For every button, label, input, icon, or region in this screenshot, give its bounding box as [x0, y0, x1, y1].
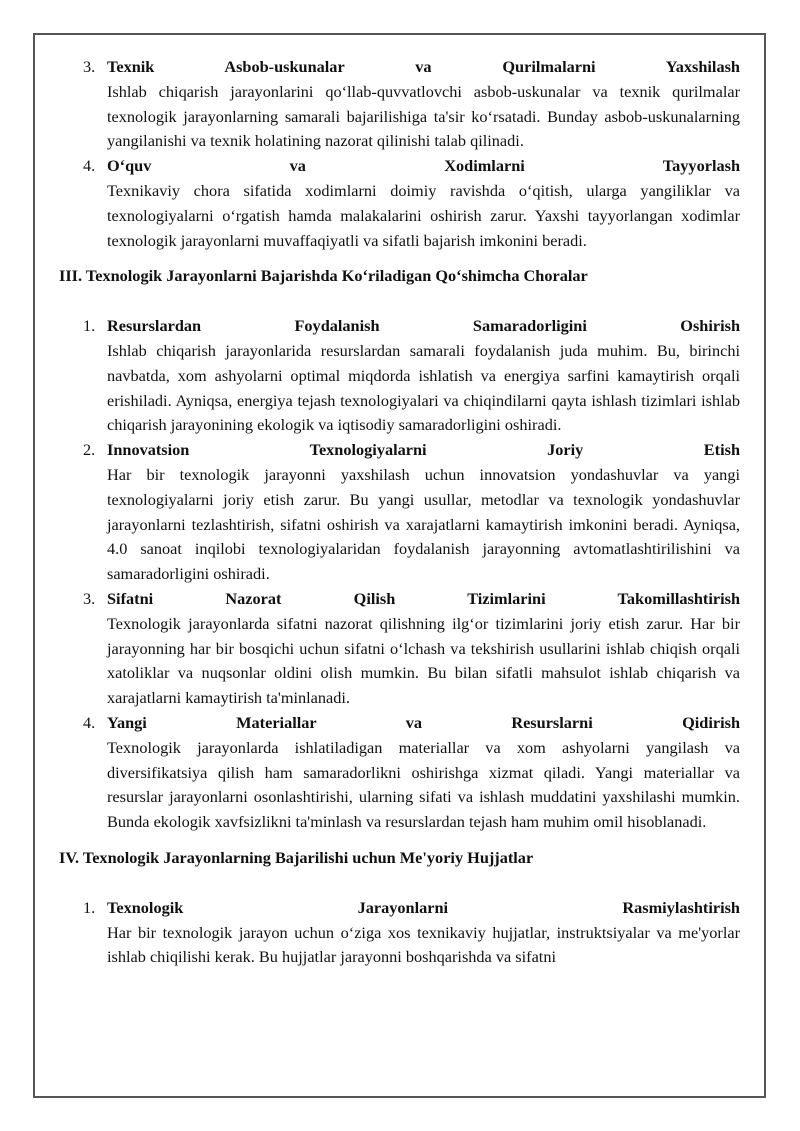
item-body: Texnologik jarayonlarda sifatni nazorat qilishning ilg‘or tizimlarini joriy etish zarur. Har bir jarayonning har bir bosqichi uchun sifatni o‘lchash va tekshirish usullarini ishlab chiqish orqali xatoliklar va nuqsonlar oldini olish mumkin. Bu bilan sifatli mahsulot ishlab chiqarish va xarajatlarni kamaytirish ta'minlanadi.	[107, 613, 740, 708]
item-title: Resurslardan Foydalanish Samaradorligini Oshirish	[107, 316, 740, 336]
list-item	[59, 55, 740, 154]
section-iv-list	[59, 896, 740, 970]
item-title: Texnik Asbob-uskunalar va Qurilmalarni Yaxshilash	[107, 57, 740, 76]
item-body: Ishlab chiqarish jarayonlarida resurslardan samarali foydalanish juda muhim. Bu, birinchi navbatda, xom ashyolarni optimal miqdorda ishlatish va energiya sarfini kamaytirish orqali erishiladi. Ayniqsa, energiya tejash texnologiyalari va chiqindilarni qayta ishlash tizimlari ishlab chiqarish jarayonining ekologik va iqtisodiy samaradorligini oshiradi.	[107, 340, 740, 435]
item-body: Har bir texnologik jarayon uchun o‘ziga xos texnikaviy hujjatlar, instruktsiyalar va me'yorlar ishlab chiqilishi kerak. Bu hujjatlar jarayonni boshqarishda va sifatni	[107, 922, 740, 967]
list-item	[59, 438, 740, 587]
item-number: 2.	[83, 440, 96, 460]
item-title: Yangi Materiallar va Resurslarni Qidirish	[107, 712, 740, 732]
item-body: Texnologik jarayonlarda ishlatiladigan materiallar va xom ashyolarni yangilash va diversifikatsiya qilish ham samaradorlikni oshirishga xizmat qiladi. Yangi materiallar va resurslar jarayonlarni osonlashtirishi, ularning sifati va ishlash muddatini yaxshilashi mumkin. Bunda ekologik xavfsizlikni ta'minlash va resurslardan tejash ham muhim omil hisoblanadi.	[107, 737, 740, 832]
item-number: 3.	[83, 57, 96, 76]
item-body: Ishlab chiqarish jarayonlarini qo‘llab-quvvatlovchi asbob-uskunalar va texnik qurilmalar texnologik jarayonlarning samarali bajarilishiga ta'sir ko‘rsatadi. Bunday asbob-uskunalarning yangilanishi va texnik holatining nazorat qilinishi talab qilinadi.	[107, 81, 740, 151]
item-title: Texnologik Jarayonlarni Rasmiylashtirish	[107, 897, 740, 917]
item-number: 1.	[83, 897, 96, 917]
list-item	[59, 154, 740, 253]
list-item	[59, 587, 740, 711]
item-number: 3.	[83, 588, 96, 608]
list-item	[59, 896, 740, 970]
item-title: Innovatsion Texnologiyalarni Joriy Etish	[107, 440, 740, 460]
item-number: 4.	[83, 156, 96, 176]
item-body: Har bir texnologik jarayonni yaxshilash uchun innovatsion yondashuvlar va yangi texnologiyalarni joriy etish zarur. Bu yangi usullar, metodlar va texnologik yondashuvlar jarayonlarni tezlashtirish, sifatni oshirish va xarajatlarni kamaytirish imkonini beradi. Ayniqsa, 4.0 sanoat inqilobi texnologiyalaridan foydalanish jarayonning avtomatlashtirilishini va samaradorligini oshiradi.	[107, 464, 740, 584]
document-content	[35, 35, 764, 970]
list-item	[59, 711, 740, 835]
page-frame	[33, 33, 766, 1098]
list-item	[59, 314, 740, 438]
item-number: 1.	[83, 316, 96, 336]
section-ii-list	[59, 55, 740, 253]
item-title: Sifatni Nazorat Qilish Tizimlarini Takomillashtirish	[107, 588, 740, 608]
section-iii-list	[59, 314, 740, 835]
section-heading: III. Texnologik Jarayonlarni Bajarishda Ko‘riladigan Qo‘shimcha Choralar	[59, 266, 588, 286]
item-title: O‘quv va Xodimlarni Tayyorlash	[107, 156, 740, 176]
section-heading: IV. Texnologik Jarayonlarning Bajarilishi uchun Me'yoriy Hujjatlar	[59, 847, 534, 867]
item-body: Texnikaviy chora sifatida xodimlarni doimiy ravishda o‘qitish, ularga yangiliklar va texnologiyalarni o‘rgatish hamda malakalarini oshirish zarur. Yaxshi tayyorlangan xodimlar texnologik jarayonlarni muvaffaqiyatli va sifatli bajarish imkonini beradi.	[107, 180, 740, 250]
item-number: 4.	[83, 712, 96, 732]
